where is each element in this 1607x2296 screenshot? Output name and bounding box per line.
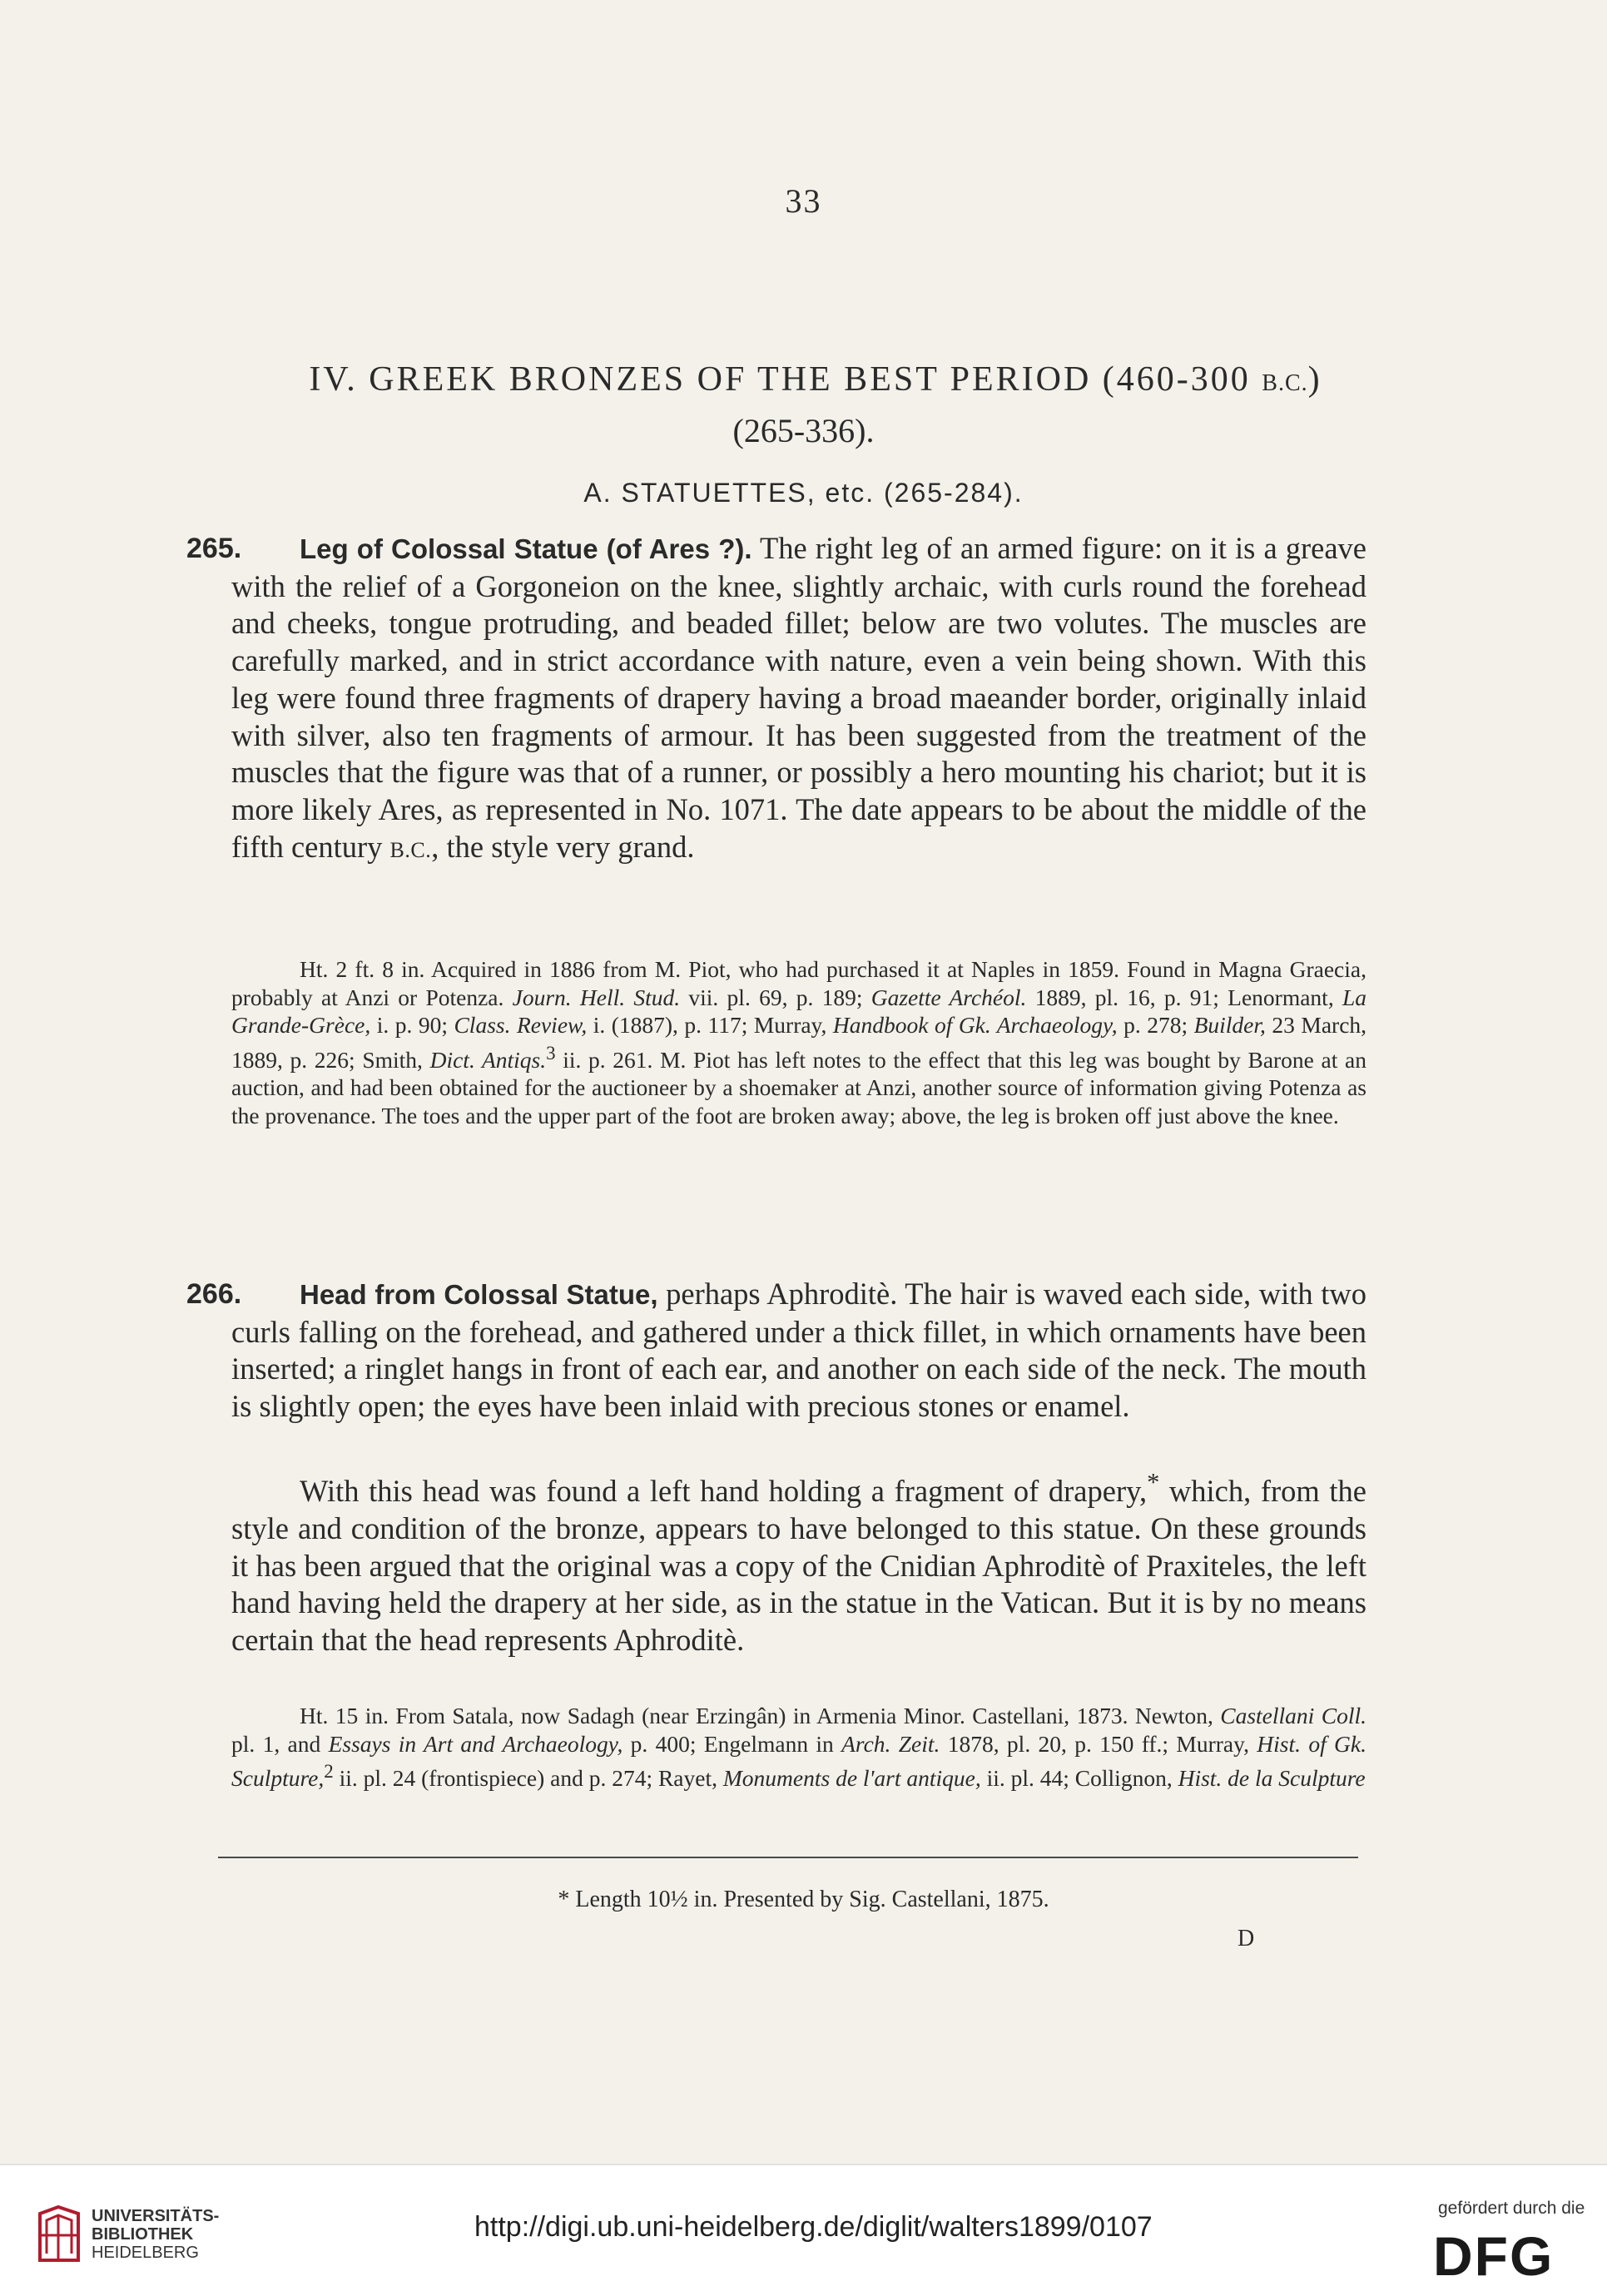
ref-text: ii. p. 261. M. Piot has left notes to the effect that this leg was bought by Barone at an auction, and had been obtained for the auctioneer by a shoemaker at Anzi, another source of information giving Potenza as the provenance. The toes and the upper part of the foot are broken away; above, the leg is broken off just above the knee.: [231, 1046, 1366, 1128]
page-number: 33: [785, 182, 822, 220]
ref-text: ii. pl. 44; Collignon,: [980, 1765, 1178, 1792]
section-heading-main: IV. GREEK BRONZES OF THE BEST PERIOD (460-300: [309, 360, 1262, 399]
library-name: [92, 2207, 219, 2262]
entry-266-text-2: With this head was found a left hand holding a fragment of drapery,: [300, 1474, 1148, 1509]
entry-266-references: [231, 1702, 1366, 1793]
ref-title: Monuments de l'art antique,: [722, 1765, 981, 1792]
entry-265-description: [186, 530, 1366, 869]
entry-265-text-end: , the style very grand.: [431, 829, 695, 864]
ref-text: p. 400; Engelmann in: [622, 1730, 842, 1757]
ref-text: vii. pl. 69, p. 189;: [680, 984, 871, 1010]
entry-265-references: [231, 955, 1366, 1129]
library-name-line: HEIDELBERG: [92, 2244, 199, 2262]
footnote-marker: *: [1147, 1468, 1160, 1496]
ref-text: 1878, pl. 20, p. 150 ff.; Murray,: [940, 1730, 1257, 1757]
ref-edition-superscript: 3: [546, 1042, 556, 1064]
ref-text: 1889, pl. 16, p. 91; Lenormant,: [1026, 984, 1342, 1010]
section-heading-era: B.C.: [1262, 370, 1308, 396]
signature-mark: D: [1237, 1926, 1255, 1951]
ref-text: Ht. 2 ft. 8 in. Acquired in 1886 from M. Piot, who had purchased it at Naples in 1859. Found in Magna Graecia, probably at Anzi or Potenza.: [231, 956, 1366, 1010]
ref-text: 23 March, 1889, p. 226; Smith,: [231, 1012, 1367, 1073]
funded-by-label: gefördert durch die: [1438, 2199, 1585, 2218]
permalink-url[interactable]: http://digi.ub.uni-heidelberg.de/diglit/walters1899/0107: [474, 2211, 1153, 2243]
ref-title: Handbook of Gk. Archaeology,: [832, 1012, 1118, 1038]
entry-266-continuation: [231, 1464, 1366, 1659]
section-heading-close: ): [1307, 360, 1322, 399]
ref-title: Castellani Coll.: [1220, 1703, 1366, 1728]
footnote-divider: [218, 1857, 1358, 1858]
library-name-line: UNIVERSITÄTS-: [92, 2207, 220, 2225]
entry-265-number: 265.: [186, 533, 242, 564]
ref-edition-superscript: 2: [324, 1761, 334, 1782]
ref-title: Journ. Hell. Stud.: [512, 984, 681, 1010]
digitization-footer: [0, 2164, 1607, 2296]
entry-266-text: perhaps Aphroditè. The hair is waved each side, with two curls falling on the forehead, and gathered under a thick fillet, in which ornaments have been inserted; a ringlet hangs in front of each ear, and another on each side of the neck. The mouth is slightly open; the eyes have been inlaid with precious stones or enamel.: [231, 1277, 1366, 1424]
library-logo-icon: [33, 2202, 85, 2267]
ref-text: ii. pl. 24 (frontispiece) and p. 274; Rayet,: [333, 1765, 723, 1792]
ref-text: i. (1887), p. 117; Murray,: [587, 1012, 833, 1038]
ref-title: Class. Review,: [454, 1012, 588, 1038]
entry-266-description: [186, 1276, 1366, 1426]
ref-title: Arch. Zeit.: [841, 1730, 940, 1757]
ref-title: Essays in Art and Archaeology,: [328, 1730, 623, 1757]
ref-title: La Grande-Grèce,: [231, 984, 1366, 1038]
section-heading: [241, 360, 1390, 399]
entry-266-title: Head from Colossal Statue,: [300, 1279, 658, 1310]
footnote: * Length 10½ in. Presented by Sig. Castellani, 1875.: [558, 1887, 1049, 1912]
section-range: (265-336).: [732, 412, 875, 449]
library-name-line: BIBLIOTHEK: [92, 2225, 194, 2244]
ref-title: Builder,: [1193, 1012, 1266, 1038]
ref-text: i. p. 90;: [370, 1012, 454, 1038]
ref-text: pl. 1, and: [231, 1730, 329, 1757]
ref-title: Hist. of Gk. Sculpture,: [231, 1730, 1366, 1792]
subsection-heading: A. STATUETTES, etc. (265-284).: [583, 478, 1024, 508]
entry-266-number: 266.: [186, 1278, 242, 1310]
dfg-logo-icon: [1433, 2227, 1583, 2280]
ref-text: Ht. 15 in. From Satala, now Sadagh (near Erzingân) in Armenia Minor. Castellani, 1873. Newton,: [300, 1703, 1221, 1728]
ref-title: Hist. de la Sculpture: [1178, 1765, 1366, 1792]
entry-266-text-3: which, from the style and condition of the bronze, appears to have belonged to this statue. On these grounds it has been argued that the original was a copy of the Cnidian Aphroditè of Praxiteles, the left hand having held the drapery at her side, as in the statue in the Vatican. But it is by no means certain that the head represents Aphroditè.: [231, 1474, 1366, 1657]
ref-title: Dict. Antiqs.: [429, 1046, 547, 1073]
dfg-logo-text: DFG: [1433, 2227, 1555, 2280]
entry-265-text: The right leg of an armed figure: on it is a greave with the relief of a Gorgoneion on the knee, slightly archaic, with curls round the forehead and cheeks, tongue protruding, and beaded fillet; below are two volutes. The muscles are carefully marked, and in strict accordance with nature, even a vein being shown. With this leg were found three fragments of drapery having a broad maeander border, originally inlaid with silver, also ten fragments of armour. It has been suggested from the treatment of the muscles that the figure was that of a runner, or possibly a hero mounting his chariot; but it is more likely Ares, as represented in No. 1071. The date appears to be about the middle of the fifth century: [231, 531, 1366, 864]
ref-title: Gazette Archéol.: [870, 984, 1027, 1010]
entry-265-title: Leg of Colossal Statue (of Ares ?).: [300, 533, 752, 564]
ref-text: p. 278;: [1117, 1012, 1194, 1038]
entry-265-era: B.C.: [389, 837, 432, 862]
